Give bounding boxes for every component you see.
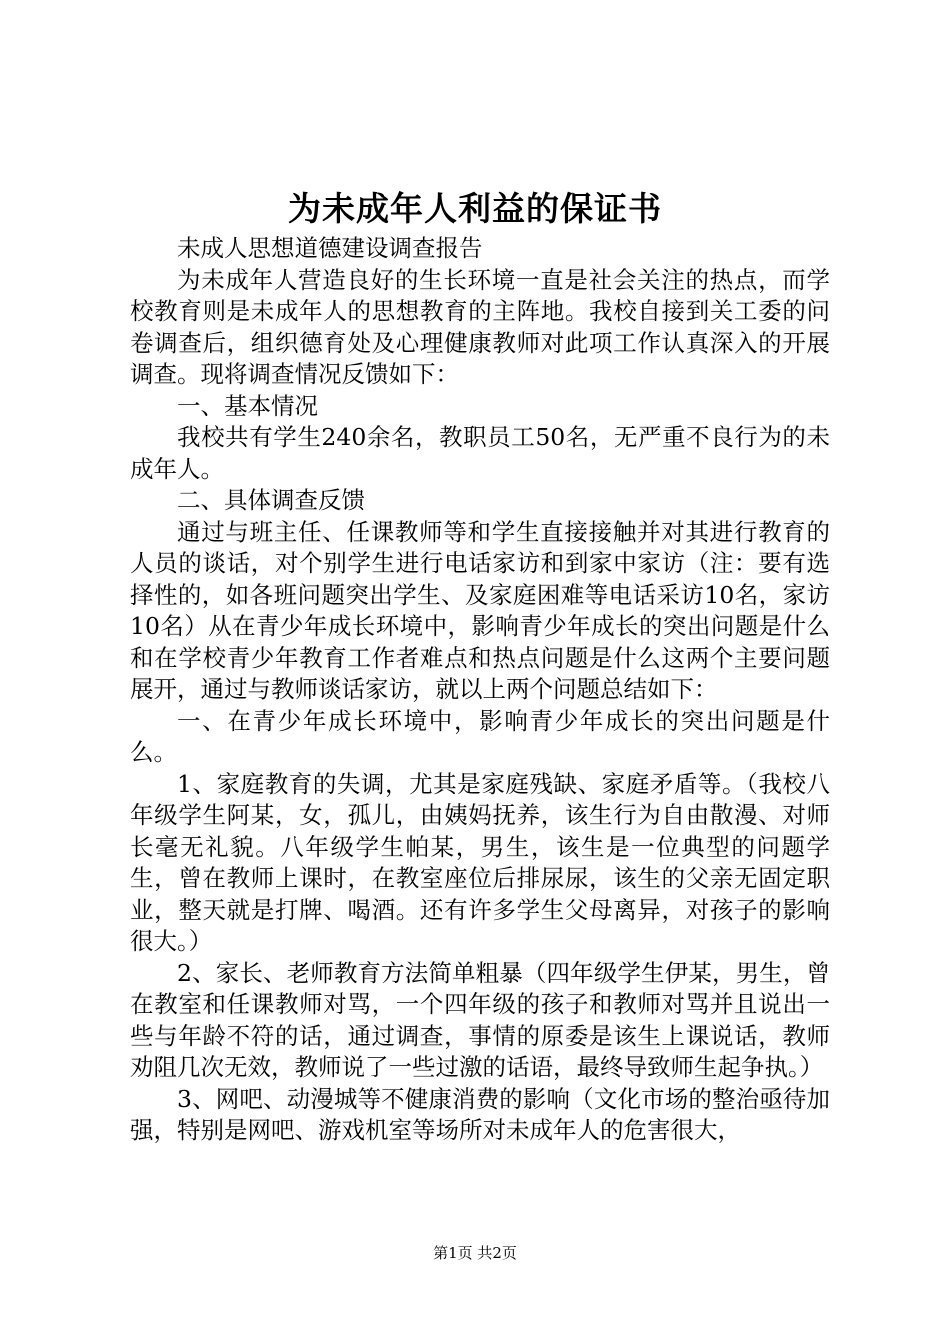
section-heading-feedback: 二、具体调查反馈 <box>177 486 365 514</box>
paragraph-intro: 为未成年人营造良好的生长环境一直是社会关注的热点，而学校教育则是未成年人的思想教育的主阵地。我校自接到关工委的问卷调查后，组织德育处及心理健康教师对此项工作认真深入的开展调查。现将调查情况反馈如下： <box>130 265 830 388</box>
paragraph-subtitle: 未成人思想道德建设调查报告 <box>177 234 483 262</box>
section-heading-basic: 一、基本情况 <box>177 391 318 420</box>
subsection-heading: 一、在青少年成长环境中，影响青少年成长的突出问题是什么。 <box>130 706 830 766</box>
document-title: 为未成年人利益的保证书 <box>288 189 662 228</box>
paragraph-item-1: 1、家庭教育的失调，尤其是家庭残缺、家庭矛盾等。（我校八年级学生阿某，女，孤儿，由姨妈抚养，该生行为自由散漫、对师长毫无礼貌。八年级学生帕某，男生，该生是一位典型的问题学生，曾在教师上课时，在教室座位后排尿尿，该生的父亲无固定职业，整天就是打牌、喝酒。还有许多学生父母离异，对孩子的影响很大。） <box>130 769 830 955</box>
paragraph-basic: 我校共有学生240余名，教职员工50名，无严重不良行为的未成年人。 <box>130 423 830 483</box>
paragraph-item-2: 2、家长、老师教育方法简单粗暴（四年级学生伊某，男生，曾在教室和任课教师对骂，一个四年级的孩子和教师对骂并且说出一些与年龄不符的话，通过调查，事情的原委是该生上课说话，教师劝阻几次无效，教师说了一些过激的话语，最终导致师生起争执。） <box>130 958 830 1081</box>
paragraph-feedback: 通过与班主任、任课教师等和学生直接接触并对其进行教育的人员的谈话，对个别学生进行电话家访和到家中家访（注：要有选择性的，如各班问题突出学生、及家庭困难等电话采访10名，家访10名）从在青少年成长环境中，影响青少年成长的突出问题是什么和在学校青少年教育工作者难点和热点问题是什么这两个主要问题展开，通过与教师谈话家访，就以上两个问题总结如下： <box>130 517 830 703</box>
page-number-footer: 第1页 共2页 <box>433 1244 517 1262</box>
paragraph-item-3: 3、网吧、动漫城等不健康消费的影响（文化市场的整治亟待加强，特别是网吧、游戏机室等场所对未成年人的危害很大， <box>130 1084 830 1144</box>
document-body <box>130 233 830 1147</box>
